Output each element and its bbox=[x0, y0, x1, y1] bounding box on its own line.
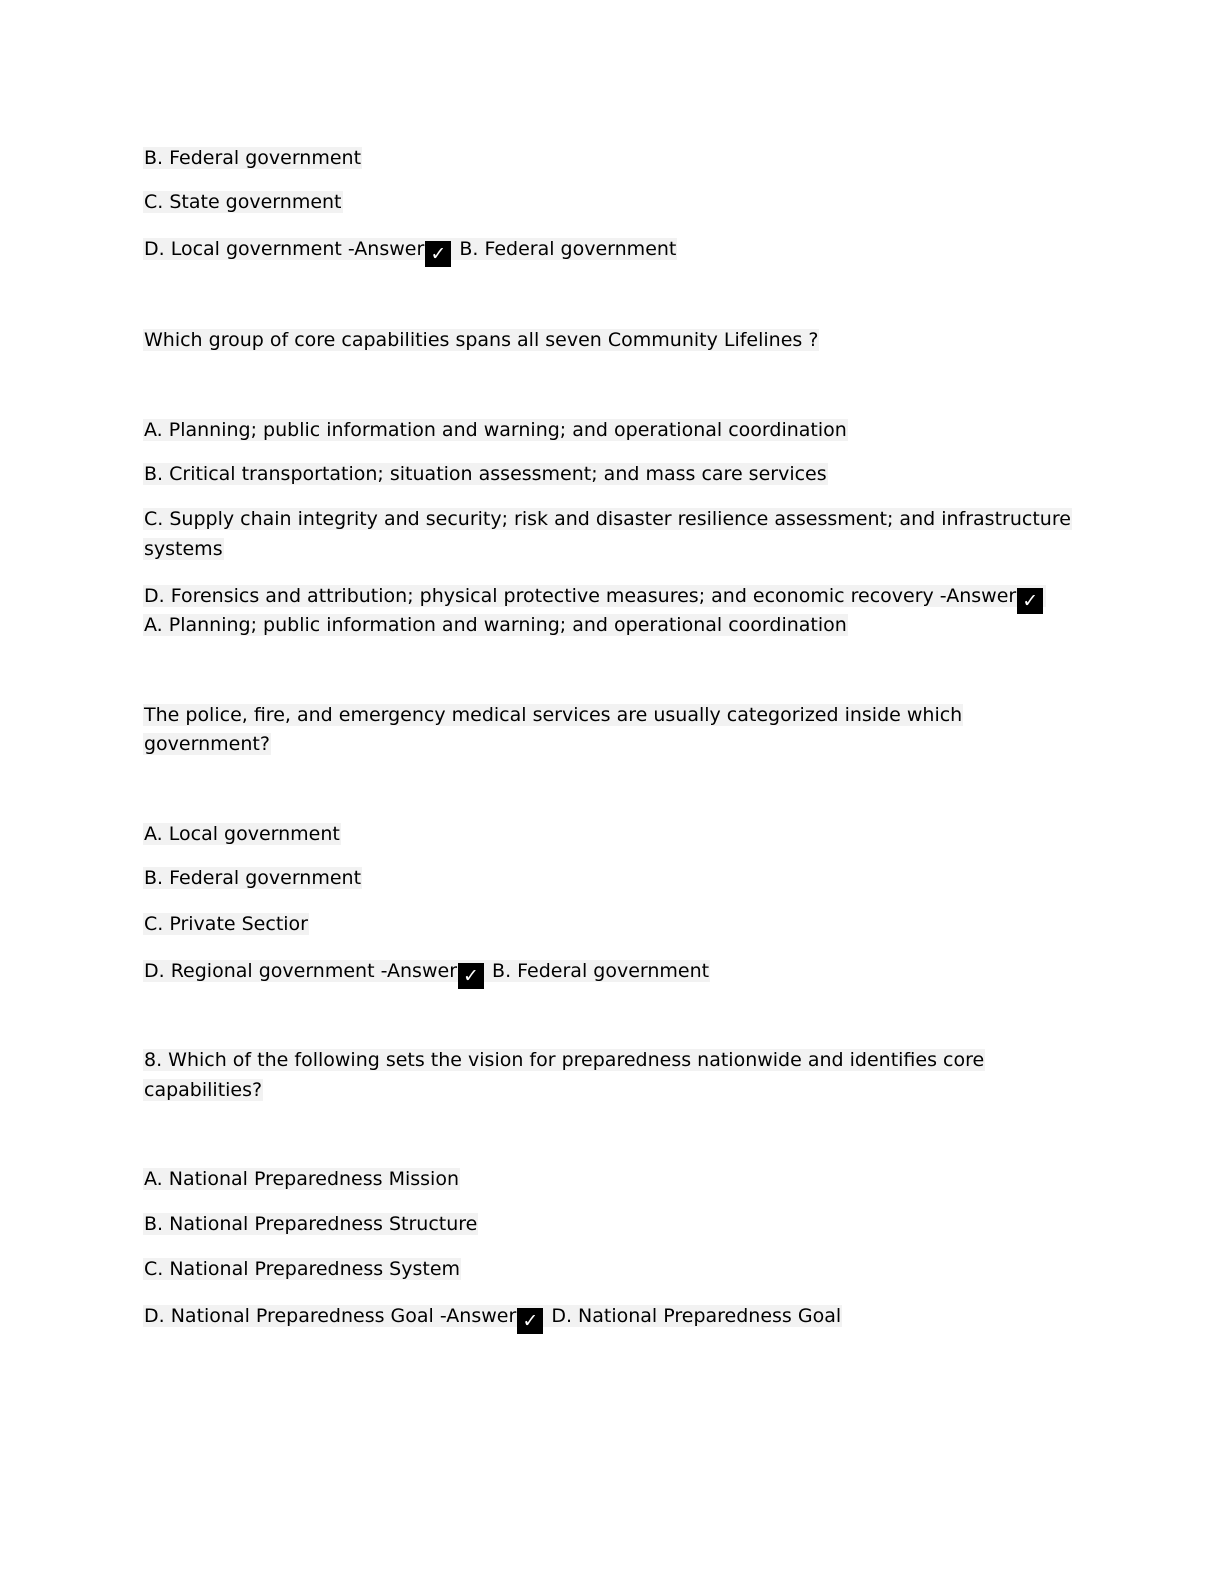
question-text-line2: government? bbox=[144, 733, 270, 755]
option-b: B. Federal government bbox=[144, 147, 362, 169]
question-text: Which group of core capabilities spans all seven Community Lifelines ? bbox=[144, 329, 819, 351]
question-text-line1: 8. Which of the following sets the vision for preparedness nationwide and identifies core bbox=[144, 1049, 985, 1071]
option-c-line2: systems bbox=[144, 538, 223, 560]
option-d-answer bbox=[143, 956, 710, 989]
option-a: A. National Preparedness Mission bbox=[144, 1168, 459, 1190]
option-d-answer bbox=[143, 234, 677, 267]
option-b: B. Federal government bbox=[144, 867, 362, 889]
option-b: B. Critical transportation; situation assessment; and mass care services bbox=[144, 463, 827, 485]
check-mark-icon: ✓ bbox=[425, 241, 451, 267]
option-a: A. Planning; public information and warning; and operational coordination bbox=[144, 419, 847, 441]
check-mark-icon: ✓ bbox=[517, 1308, 543, 1334]
answer-text: D. National Preparedness Goal bbox=[551, 1305, 842, 1327]
option-d-text: D. Local government -Answer bbox=[144, 238, 425, 260]
option-a: A. Local government bbox=[144, 823, 340, 845]
option-c-line1: C. Supply chain integrity and security; risk and disaster resilience assessment; and infrastructure bbox=[144, 508, 1071, 530]
option-d-text: D. Regional government -Answer bbox=[144, 960, 457, 982]
option-c: C. State government bbox=[144, 191, 342, 213]
check-mark-icon: ✓ bbox=[458, 963, 484, 989]
option-c: C. National Preparedness System bbox=[144, 1258, 461, 1280]
answer-text: B. Federal government bbox=[459, 238, 677, 260]
option-d-answer bbox=[143, 1301, 842, 1334]
answer-line bbox=[143, 610, 848, 640]
answer-text: A. Planning; public information and warning; and operational coordination bbox=[144, 614, 847, 636]
option-c: C. Private Sectior bbox=[144, 913, 308, 935]
check-mark-icon: ✓ bbox=[1017, 588, 1043, 614]
option-d-text: D. Forensics and attribution; physical protective measures; and economic recovery -Answer bbox=[144, 585, 1017, 607]
option-d-text: D. National Preparedness Goal -Answer bbox=[144, 1305, 517, 1327]
question-text-line2: capabilities? bbox=[144, 1079, 263, 1101]
answer-text: B. Federal government bbox=[492, 960, 710, 982]
option-b: B. National Preparedness Structure bbox=[144, 1213, 478, 1235]
question-text-line1: The police, fire, and emergency medical services are usually categorized inside which bbox=[144, 704, 963, 726]
